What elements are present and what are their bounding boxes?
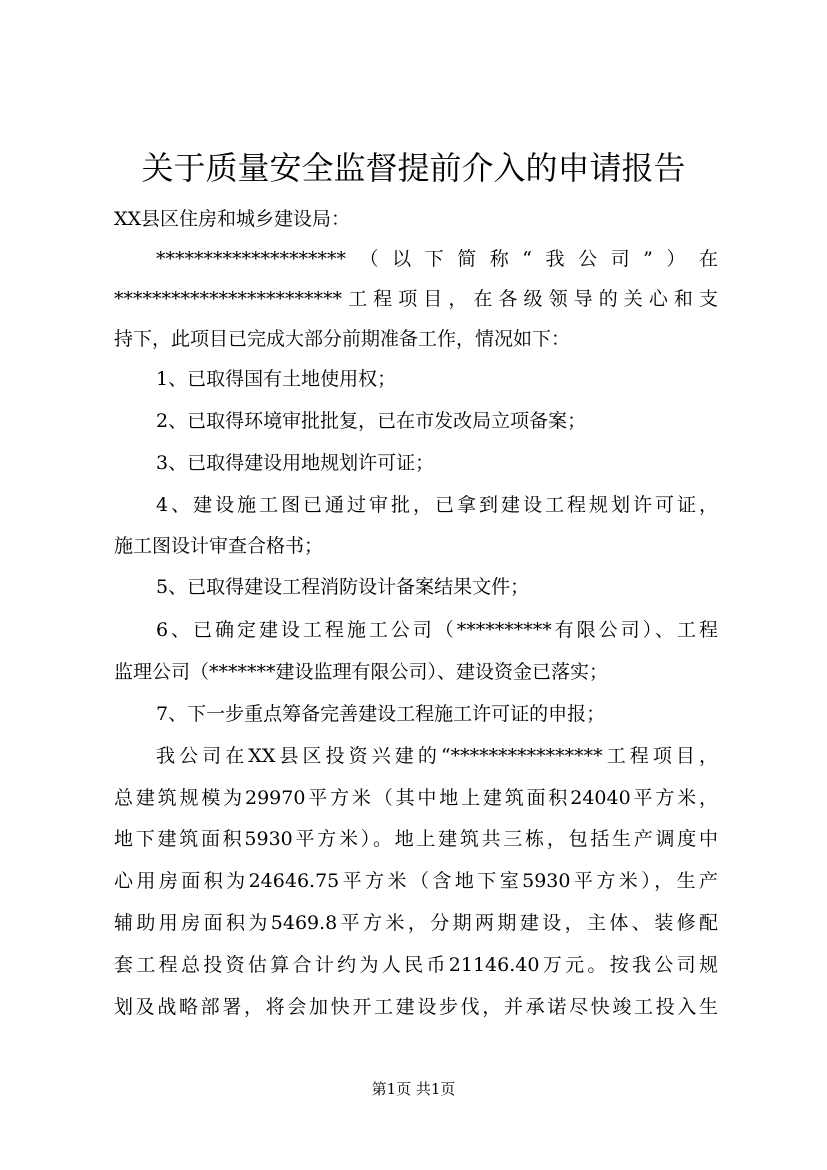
page-footer: 第1页 共1页 [371,1080,456,1098]
body-line: 总建筑规模为29970平方米（其中地上建筑面积24040平方米， [114,787,718,809]
body-line: ************************工程项目，在各级领导的关心和支 [114,288,718,310]
salutation-line: XX县区住房和城乡建设局： [114,208,351,230]
body-line: 划及战略部署，将会加快开工建设步伐，并承诺尽快竣工投入生 [114,996,718,1018]
list-item: 3、已取得建设用地规划许可证； [156,452,435,474]
list-item-continuation: 施工图设计审查合格书； [114,535,324,557]
list-item-continuation: 监理公司（*******建设监理有限公司）、建设资金已落实； [114,661,609,683]
body-line: 地下建筑面积5930平方米）。地上建筑共三栋，包括生产调度中 [114,828,718,850]
list-item: 2、已取得环境审批批复，已在市发改局立项备案； [156,410,587,432]
body-line: ********************（以下简称“我公司”）在 [156,248,718,270]
list-item: 1、已取得国有土地使用权； [156,368,397,390]
body-line: 持下，此项目已完成大部分前期准备工作，情况如下： [114,328,571,350]
document-title: 关于质量安全监督提前介入的申请报告 [141,149,686,187]
list-item: 5、已取得建设工程消防设计备案结果文件； [156,576,530,598]
list-item: 6、已确定建设工程施工公司（**********有限公司）、工程 [156,619,718,641]
list-item: 7、下一步重点筹备完善建设工程施工许可证的申报； [156,703,606,725]
list-item: 4、建设施工图已通过审批，已拿到建设工程规划许可证， [156,494,718,516]
body-line: 心用房面积为24646.75平方米（含地下室5930平方米），生产 [114,870,718,892]
body-line: 辅助用房面积为5469.8平方米，分期两期建设，主体、装修配 [114,912,718,934]
body-line: 我公司在XX县区投资兴建的“****************工程项目， [156,745,718,767]
body-line: 套工程总投资估算合计约为人民币21146.40万元。按我公司规 [114,954,718,976]
